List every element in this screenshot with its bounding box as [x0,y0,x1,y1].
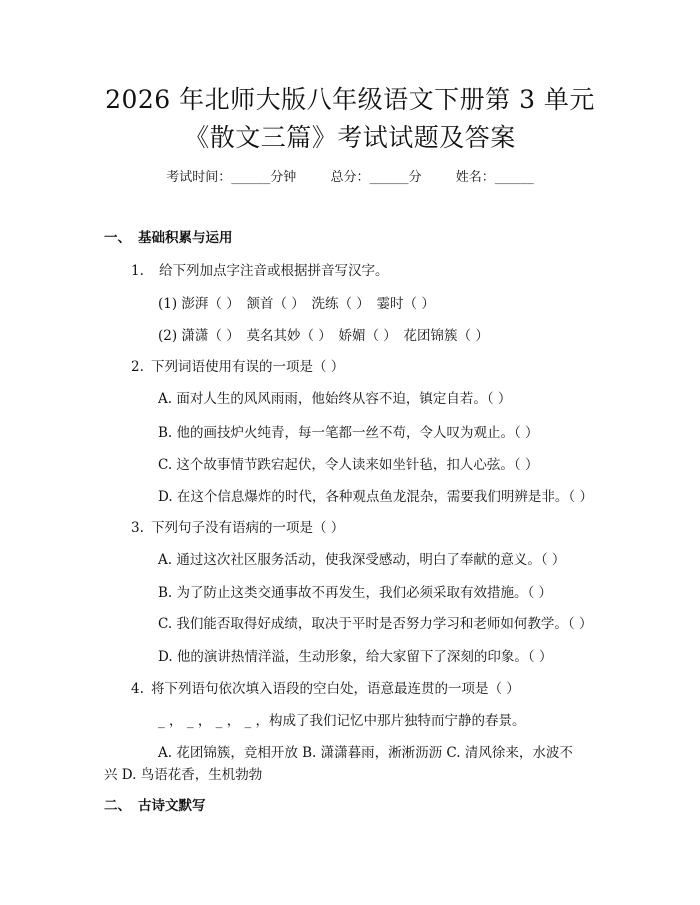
question-number: 4. [131,681,144,697]
question-stem [131,262,389,280]
exam-score-field: 总分：______分 [330,170,422,185]
section-title: 古诗文默写 [138,798,206,814]
section-heading [104,229,233,247]
section-heading [104,797,206,815]
student-name-field: 姓名：______ [455,170,534,185]
question-stem [131,358,344,376]
exam-title-line2: 《散文三篇》考试试题及答案 [184,123,516,152]
question-text: 给下列加点字注音或根据拼音写汉字。 [159,263,389,279]
question-number: 3. [131,520,144,536]
option-item: C. 我们能否取得好成绩，取决于平时是否努力学习和老师如何教学。（ ） [158,616,593,632]
question-stem [131,519,344,537]
option-item: A. 通过这次社区服务活动，使我深受感动，明白了奉献的意义。（ ） [158,552,566,568]
fill-blank-line: _ ， _ ， _ ， _ ，构成了我们记忆中那片独特而宁静的春景。 [158,713,526,729]
option-item: C. 这个故事情节跌宕起伏，令人读来如坐针毡，扣人心弦。（ ） [158,457,539,473]
exam-time-field: 考试时间：______分钟 [166,170,297,185]
question-text: 将下列语句依次填入语段的空白处，语意最连贯的一项是（ ） [151,681,520,697]
option-item: D. 在这个信息爆炸的时代，各种观点鱼龙混杂，需要我们明辨是非。（ ） [158,489,593,505]
question-item: (1) 澎湃（ ） 颔首（ ） 洗练（ ） 霎时（ ） [158,296,435,312]
options-line-continued: 兴 D. 鸟语花香，生机勃勃 [104,767,263,783]
question-number: 1. [131,263,144,279]
option-item: A. 面对人生的风风雨雨，他始终从容不迫，镇定自若。（ ） [158,391,512,407]
question-stem [131,680,520,698]
section-number: 二、 [104,798,131,814]
question-text: 下列句子没有语病的一项是（ ） [151,520,345,536]
exam-info-row [0,169,700,187]
section-title: 基础积累与运用 [138,230,233,246]
options-line: A. 花团锦簇，竞相开放 B. 潇潇暮雨，淅淅沥沥 C. 清风徐来，水波不 [158,745,573,761]
section-number: 一、 [104,230,131,246]
question-number: 2. [131,359,144,375]
exam-title-line1: 2026 年北师大版八年级语文下册第 3 单元 [105,85,595,114]
option-item: D. 他的演讲热情洋溢，生动形象，给大家留下了深刻的印象。（ ） [158,649,553,665]
option-item: B. 为了防止这类交通事故不再发生，我们必须采取有效措施。（ ） [158,585,553,601]
option-item: B. 他的画技炉火纯青，每一笔都一丝不苟，令人叹为观止。（ ） [158,425,539,441]
question-text: 下列词语使用有误的一项是（ ） [151,359,345,375]
question-item: (2) 潇潇（ ） 莫名其妙（ ） 娇媚（ ） 花团锦簇（ ） [158,328,489,344]
